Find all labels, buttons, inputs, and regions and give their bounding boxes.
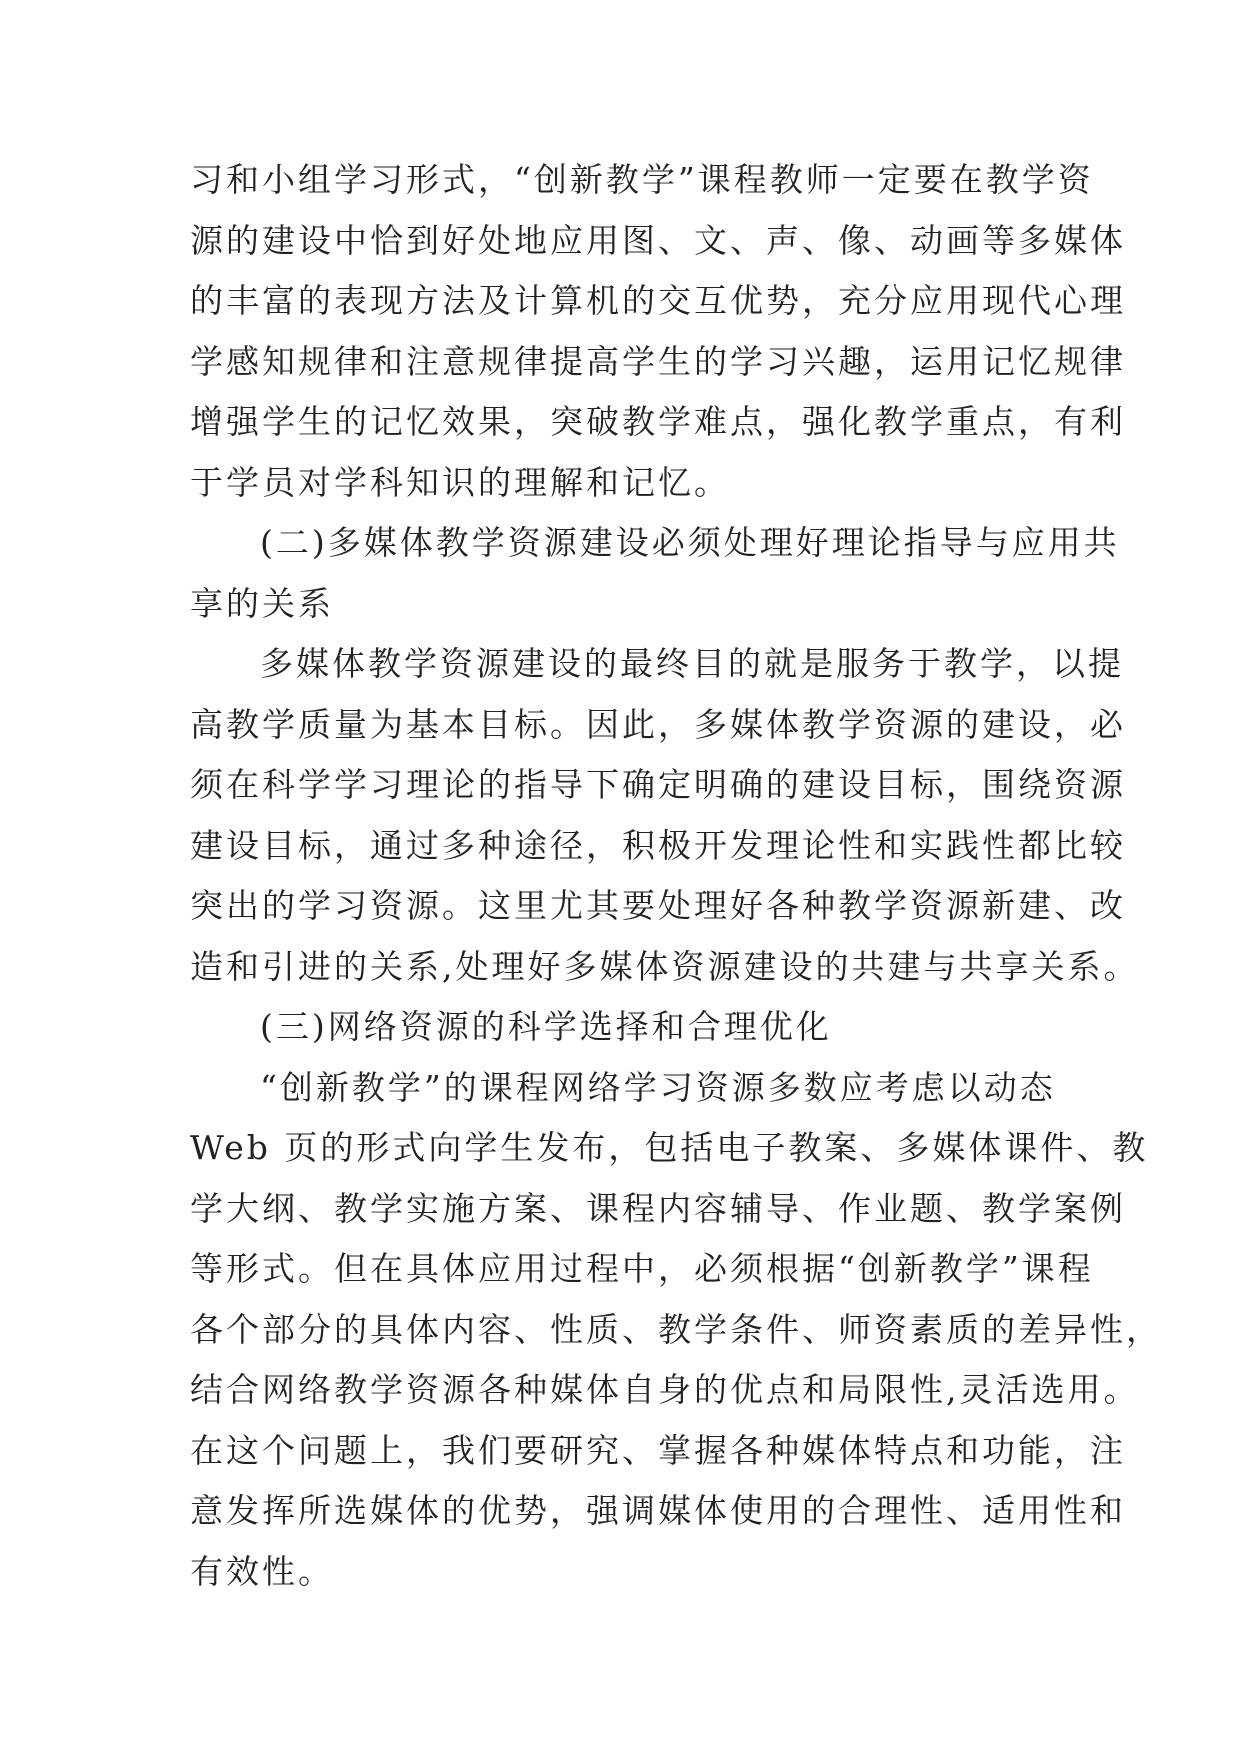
- text-line: 建设目标，通过多种途径，积极开发理论性和实践性都比较: [190, 825, 1126, 865]
- text-line: 于学员对学科知识的理解和记忆。: [190, 462, 730, 502]
- text-line: 学大纲、教学实施方案、课程内容辅导、作业题、教学案例: [190, 1188, 1126, 1228]
- text-line: 造和引进的关系,处理好多媒体资源建设的共建与共享关系。: [190, 946, 1140, 986]
- text-line: 突出的学习资源。这里尤其要处理好各种教学资源新建、改: [190, 886, 1126, 925]
- text-line: (二)多媒体教学资源建设必须处理好理论指导与应用共: [260, 523, 1120, 562]
- text-line: 等形式。但在具体应用过程中，必须根据“创新教学”课程: [190, 1249, 1094, 1288]
- text-line: 结合网络教学资源各种媒体自身的优点和局限性,灵活选用。: [190, 1370, 1140, 1409]
- text-line: “创新教学”的课程网络学习资源多数应考虑以动态: [260, 1067, 1056, 1107]
- document-body: [190, 150, 1162, 1602]
- text-line: 多媒体教学资源建设的最终目的就是服务于教学，以提: [260, 644, 1124, 683]
- text-line: 各个部分的具体内容、性质、教学条件、师资素质的差异性，: [190, 1309, 1162, 1349]
- text-line: 增强学生的记忆效果，突破教学难点，强化教学重点，有利: [190, 402, 1126, 441]
- text-line: Web 页的形式向学生发布，包括电子教案、多媒体课件、教: [190, 1128, 1149, 1167]
- text-line: 学感知规律和注意规律提高学生的学习兴趣，运用记忆规律: [190, 341, 1126, 381]
- text-line: (三)网络资源的科学选择和合理优化: [260, 1007, 832, 1046]
- text-line: 有效性。: [190, 1551, 334, 1591]
- text-line: 的丰富的表现方法及计算机的交互优势，充分应用现代心理: [190, 281, 1126, 320]
- text-line: 习和小组学习形式，“创新教学”课程教师一定要在教学资: [190, 160, 1094, 199]
- text-line: 享的关系: [190, 583, 334, 623]
- text-line: 须在科学学习理论的指导下确定明确的建设目标，围绕资源: [190, 765, 1126, 804]
- text-line: 意发挥所选媒体的优势，强调媒体使用的合理性、适用性和: [190, 1491, 1126, 1530]
- text-line: 高教学质量为基本目标。因此，多媒体教学资源的建设，必: [190, 704, 1126, 744]
- text-line: 源的建设中恰到好处地应用图、文、声、像、动画等多媒体: [190, 220, 1126, 260]
- text-line: 在这个问题上，我们要研究、掌握各种媒体特点和功能，注: [190, 1430, 1126, 1470]
